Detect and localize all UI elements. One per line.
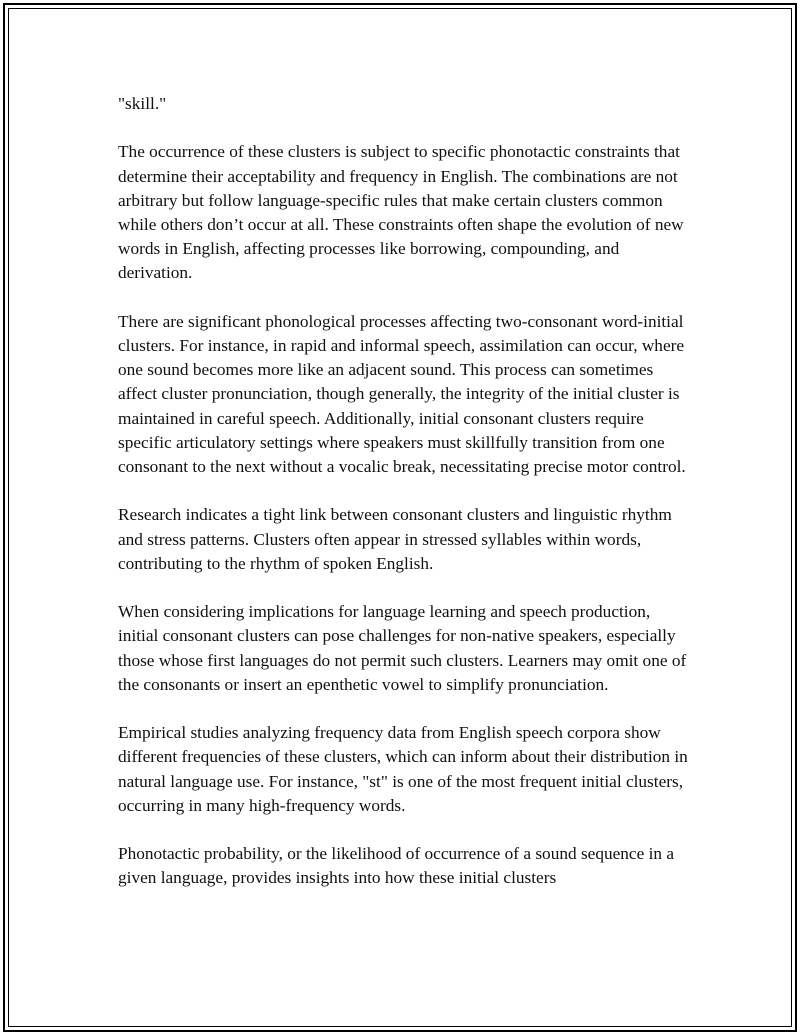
paragraph-language-learning: When considering implications for language learning and speech production, initial consonant clusters can pose challenges for non-native speakers, especially those whose first languages do not permit such clusters. Learners may omit one of the consonants or insert an epenthetic vowel to simplify pronunciation. <box>118 602 687 694</box>
paragraph-phonological-processes: There are significant phonological processes affecting two-consonant word-initial clusters. For instance, in rapid and informal speech, assimilation can occur, where one sound becomes more like an adjacent sound. This process can sometimes affect cluster pronunciation, though generally, the integrity of the initial cluster is maintained in careful speech. Additionally, initial consonant clusters require specific articulatory settings where speakers must skillfully transition from one consonant to the next without a vocalic break, necessitating precise motor control. <box>118 311 686 477</box>
paragraph-phonotactic-constraints: The occurrence of these clusters is subject to specific phonotactic constraints that determine their acceptability and frequency in English. The combinations are not arbitrary but follow language-specific rules that make certain clusters common while others don’t occur at all. These constraints often shape the evolution of new words in English, affecting processes like borrowing, compounding, and derivation. <box>118 142 684 283</box>
paragraph-fragment: "skill." <box>118 94 167 113</box>
paragraph-empirical-studies: Empirical studies analyzing frequency data from English speech corpora show different frequencies of these clusters, which can inform about their distribution in natural language use. For instance, "st" is one of the most frequent initial clusters, occurring in many high-frequency words. <box>118 723 688 815</box>
document-body <box>118 92 693 915</box>
paragraph-phonotactic-probability: Phonotactic probability, or the likelihood of occurrence of a sound sequence in a given language, provides insights into how these initial clusters <box>118 844 675 888</box>
paragraph-rhythm-stress: Research indicates a tight link between consonant clusters and linguistic rhythm and stress patterns. Clusters often appear in stressed syllables within words, contributing to the rhythm of spoken English. <box>118 505 672 573</box>
